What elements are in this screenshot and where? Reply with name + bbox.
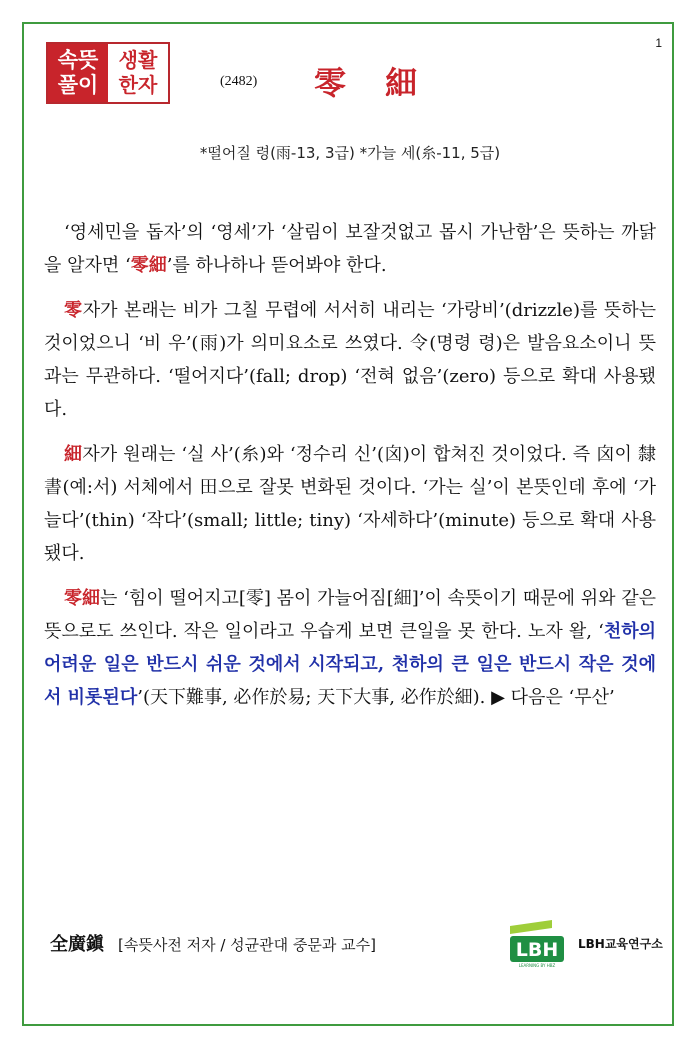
paragraph-1 — [44, 216, 656, 282]
logo-text-top-right: 생활 — [118, 48, 158, 72]
paragraph-text: ’(天下難事, 必作於易; 天下大事, 必作於細). ▶ 다음은 ‘무산’ — [137, 687, 615, 708]
article-body — [44, 216, 656, 726]
lbh-mark-icon — [506, 918, 574, 968]
character-info-line: *떨어질 령(雨-13, 3급) *가늘 세(糸-11, 5급) — [199, 144, 501, 162]
logo-left-block — [48, 44, 108, 102]
highlighted-term: 零細 — [130, 255, 167, 276]
logo-text-top-left: 속뜻 — [57, 48, 99, 72]
lbh-logo — [506, 918, 663, 968]
lbh-mark-text: LBH — [515, 939, 559, 961]
series-logo — [46, 42, 170, 104]
paragraph-4 — [44, 582, 656, 714]
article-title: 零 細 — [314, 64, 432, 102]
paragraph-3 — [44, 438, 656, 570]
author-credit — [50, 930, 376, 956]
paragraph-2 — [44, 294, 656, 426]
highlighted-term: 零細 — [64, 588, 100, 609]
paragraph-text: ‘영세민을 돕자’의 ‘영세’가 ‘살림이 보잘것없고 몹시 가난함’은 뜻하는 까닭을 알자면 ‘ — [44, 222, 656, 276]
paragraph-text: 자가 본래는 비가 그칠 무렵에 서서히 내리는 ‘가랑비’(drizzle)를 뜻하는 것이었으니 ‘비 우’(雨)가 의미요소로 쓰였다. 令(명령 령)은 발음요소이니 뜻과는 무관하다. ‘떨어지다’(fall; drop) ‘전혀 없음’(zero) 등으로 확대 사용됐다. — [44, 300, 656, 420]
article-serial-number: (2482) — [220, 74, 258, 89]
paragraph-text: ’를 하나하나 뜯어봐야 한다. — [166, 255, 387, 276]
laozi-quote: 천하의 어려운 일은 반드시 쉬운 것에서 시작되고, 천하의 큰 일은 반드시 작은 것에서 비롯된다 — [44, 621, 656, 708]
logo-right-block — [108, 44, 168, 102]
author-name: 全廣鎭 — [50, 934, 104, 955]
highlighted-term: 細 — [64, 444, 83, 465]
lbh-tagline: LEARNING BY HBZ — [518, 963, 556, 968]
author-role: [속뜻사전 저자 / 성균관대 중문과 교수] — [118, 936, 376, 954]
paragraph-text: 자가 원래는 ‘실 사’(糸)와 ‘정수리 신’(囟)이 합쳐진 것이었다. 즉 囟이 隸書(예:서) 서체에서 田으로 잘못 변화된 것이다. ‘가는 실’이 본뜻인데 후에 ‘가늘다’(thin) ‘작다’(small; little; tiny) ‘자세하다’(minute) 등으로 확대 사용됐다. — [44, 444, 657, 564]
lbh-institute-name: LBH교육연구소 — [578, 936, 663, 951]
highlighted-term: 零 — [64, 300, 83, 321]
page-number: 1 — [655, 36, 662, 50]
logo-text-bottom-left: 풀이 — [57, 73, 99, 97]
logo-text-bottom-right: 한자 — [118, 73, 158, 97]
paragraph-text: 는 ‘힘이 떨어지고[零] 몸이 가늘어짐[細]’이 속뜻이기 때문에 위와 같은 뜻으로도 쓰인다. 작은 일이라고 우습게 보면 큰일을 못 한다. 노자 왈, ‘ — [44, 588, 657, 642]
